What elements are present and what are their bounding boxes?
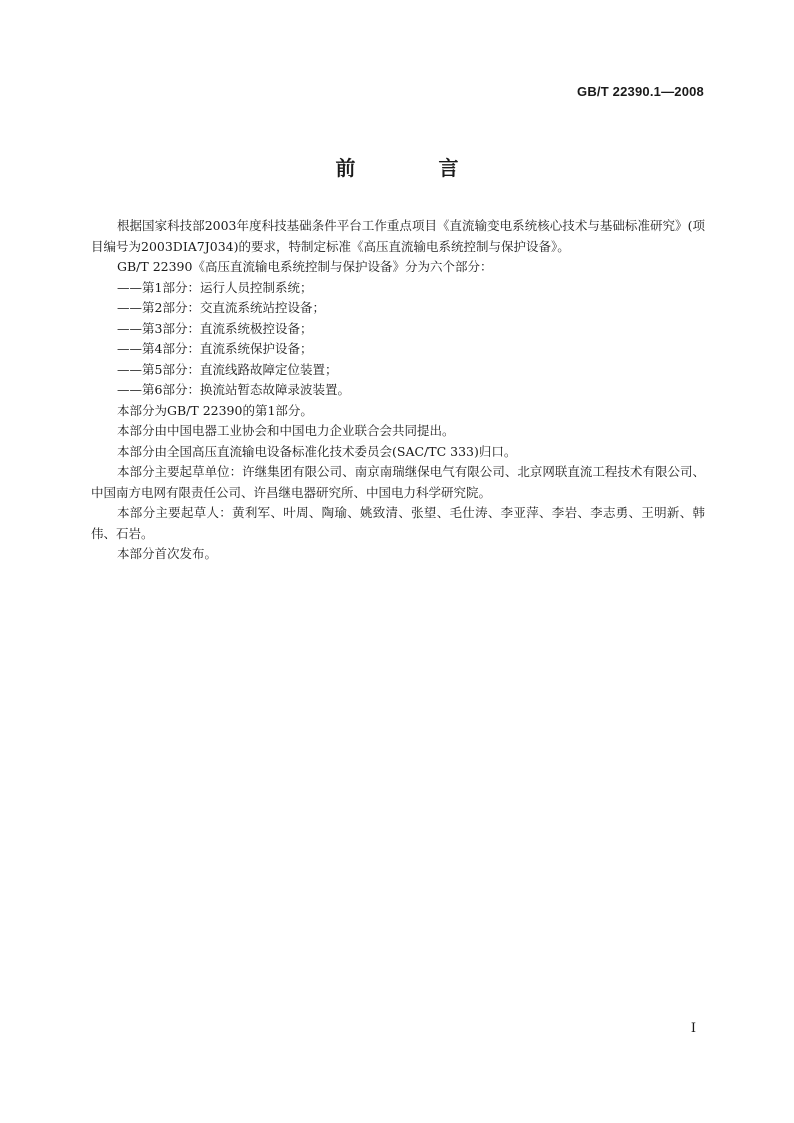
paragraph-first-release: 本部分首次发布。 (117, 546, 218, 561)
foreword-body (91, 216, 705, 565)
page-title: 前 言 (335, 156, 497, 180)
paragraph-part-statement: 本部分为GB/T 22390的第1部分。 (117, 402, 313, 418)
list-item-part-1: ——第1部分：运行人员控制系统； (117, 279, 313, 295)
paragraph-drafters: 本部分主要起草人：黄利军、叶周、陶瑜、姚致清、张望、毛仕涛、李亚萍、李岩、李志勇、王明新、韩伟、石岩。 (91, 505, 705, 541)
list-item-part-3: ——第3部分：直流系统极控设备； (117, 320, 313, 336)
paragraph-drafting-units: 本部分主要起草单位：许继集团有限公司、南京南瑞继保电气有限公司、北京网联直流工程技术有限公司、中国南方电网有限责任公司、许昌继电器研究所、中国电力科学研究院。 (91, 464, 705, 500)
page-number: I (690, 1021, 696, 1036)
list-item-part-2: ——第2部分：交直流系统站控设备； (117, 300, 325, 315)
list-item-part-4: ——第4部分：直流系统保护设备； (117, 341, 313, 356)
paragraph-project-basis: 根据国家科技部2003年度科技基础条件平台工作重点项目《直流输变电系统核心技术与基础标准研究》(项目编号为2003DIA7J034)的要求，特制定标准《高压直流输电系统控制与保护设备》。 (91, 218, 705, 254)
standard-code: GB/T 22390.1—2008 (577, 84, 704, 99)
list-item-part-5: ——第5部分：直流线路故障定位装置； (117, 361, 338, 377)
paragraph-centralized-by: 本部分由全国高压直流输电设备标准化技术委员会(SAC/TC 333)归口。 (117, 443, 517, 459)
list-item-part-6: ——第6部分：换流站暂态故障录波装置。 (117, 382, 350, 397)
paragraph-proposed-by: 本部分由中国电器工业协会和中国电力企业联合会共同提出。 (117, 423, 455, 438)
paragraph-parts-intro: GB/T 22390《高压直流输电系统控制与保护设备》分为六个部分： (117, 259, 493, 274)
